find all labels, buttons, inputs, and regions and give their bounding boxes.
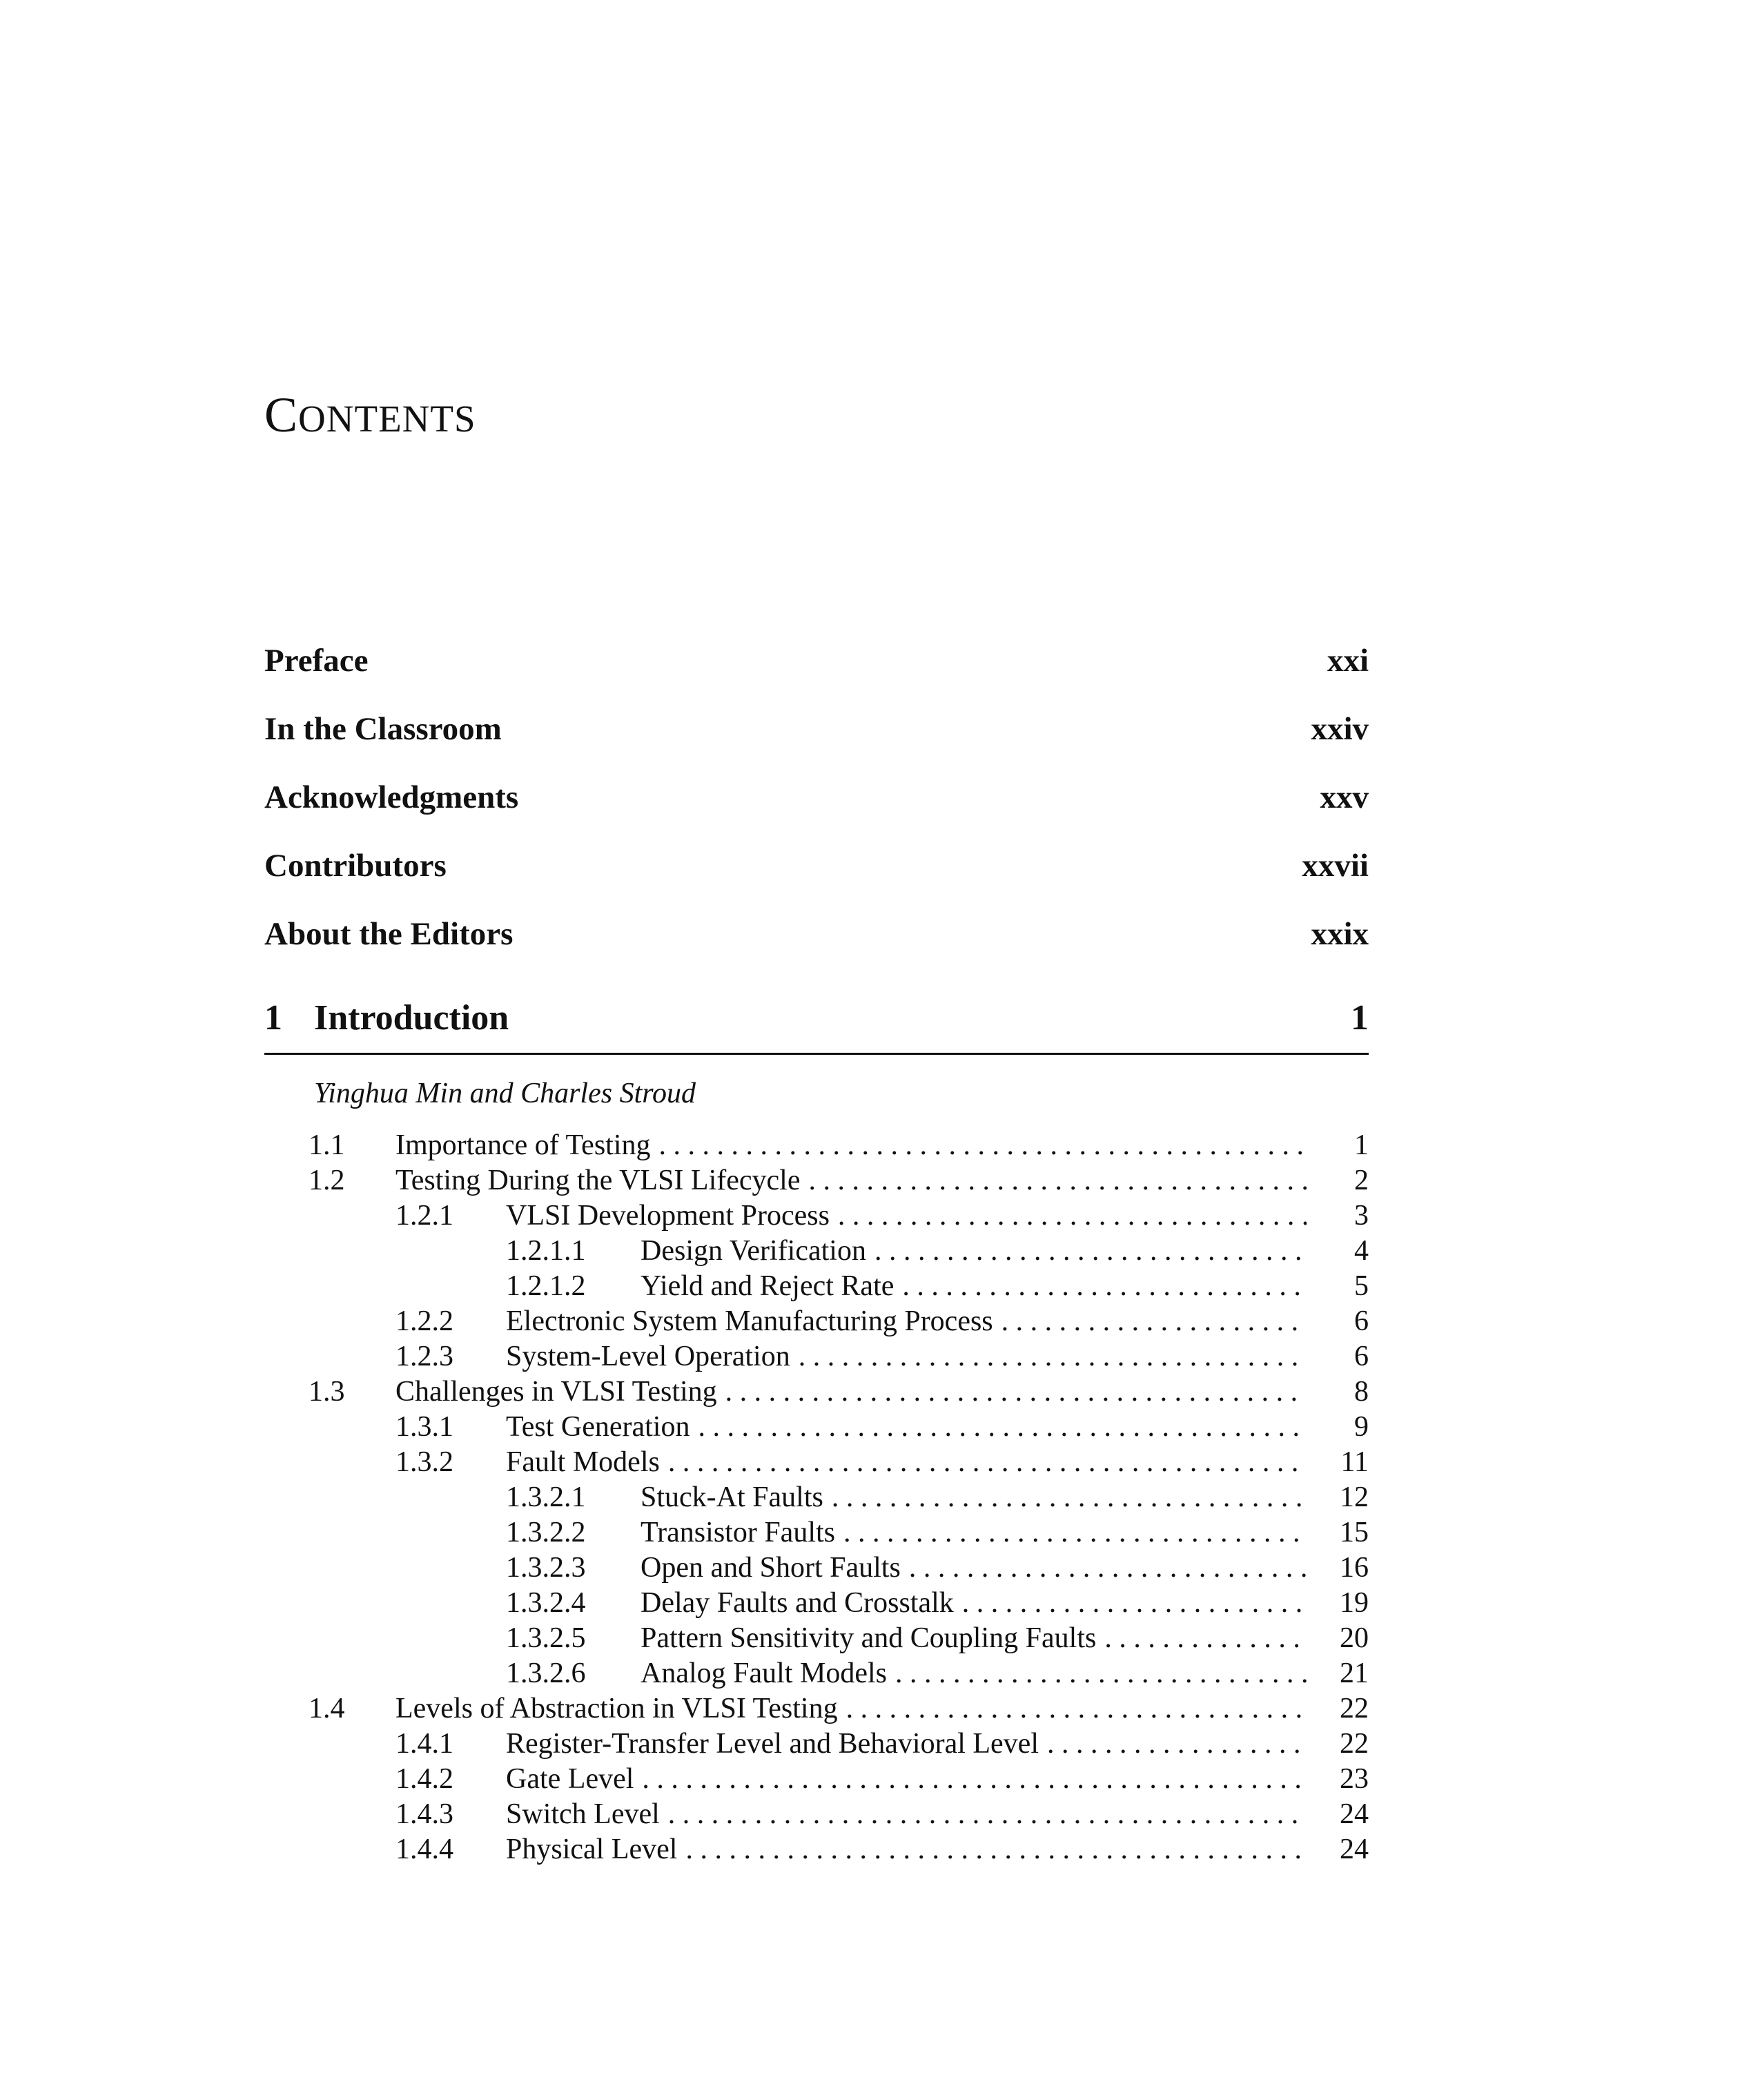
section-page: 9 bbox=[1354, 1411, 1369, 1443]
section-page: 19 bbox=[1340, 1587, 1369, 1619]
section-title: Pattern Sensitivity and Coupling Faults bbox=[641, 1622, 1104, 1655]
dot-leader bbox=[668, 1446, 1307, 1479]
dot-leader bbox=[1001, 1305, 1307, 1338]
front-matter-label: Contributors bbox=[264, 848, 447, 884]
section-title: Yield and Reject Rate bbox=[641, 1270, 902, 1303]
toc-entry[interactable] bbox=[264, 1410, 1369, 1446]
dot-leader bbox=[808, 1164, 1307, 1197]
toc-entry[interactable] bbox=[264, 1657, 1369, 1692]
toc-entry[interactable] bbox=[264, 1305, 1369, 1340]
section-page: 24 bbox=[1340, 1798, 1369, 1830]
front-matter-item[interactable] bbox=[264, 642, 1369, 710]
dot-leader bbox=[698, 1410, 1307, 1443]
section-number: 1.4 bbox=[309, 1693, 345, 1724]
section-title: System-Level Operation bbox=[506, 1340, 799, 1373]
title-initial: C bbox=[264, 387, 299, 443]
front-matter-label: About the Editors bbox=[264, 916, 514, 952]
toc-entry[interactable] bbox=[264, 1199, 1369, 1234]
page-title bbox=[264, 387, 476, 444]
dot-leader bbox=[902, 1270, 1307, 1303]
toc-entry[interactable] bbox=[264, 1727, 1369, 1762]
dot-leader bbox=[799, 1340, 1307, 1373]
toc-entry[interactable] bbox=[264, 1586, 1369, 1622]
section-page: 6 bbox=[1354, 1341, 1369, 1372]
dot-leader bbox=[909, 1551, 1307, 1584]
section-title: Test Generation bbox=[506, 1410, 698, 1443]
toc-entry[interactable] bbox=[264, 1164, 1369, 1199]
chapter-number: 1 bbox=[264, 998, 282, 1038]
toc-entry[interactable] bbox=[264, 1375, 1369, 1410]
title-rest: ONTENTS bbox=[298, 398, 476, 440]
section-number: 1.2.3 bbox=[395, 1341, 453, 1372]
section-title: Stuck-At Faults bbox=[641, 1481, 832, 1514]
section-page: 22 bbox=[1340, 1693, 1369, 1724]
section-number: 1.3.2.3 bbox=[506, 1552, 586, 1584]
toc-entry[interactable] bbox=[264, 1762, 1369, 1798]
chapter-heading[interactable] bbox=[264, 998, 1369, 1055]
front-matter-item[interactable] bbox=[264, 779, 1369, 847]
dot-leader bbox=[874, 1234, 1307, 1267]
section-number: 1.3 bbox=[309, 1376, 345, 1408]
toc-entry[interactable] bbox=[264, 1798, 1369, 1833]
front-matter-list bbox=[264, 642, 1369, 984]
section-number: 1.3.2.6 bbox=[506, 1657, 586, 1689]
toc-entry[interactable] bbox=[264, 1481, 1369, 1516]
front-matter-label: Acknowledgments bbox=[264, 779, 519, 815]
section-number: 1.3.2.4 bbox=[506, 1587, 586, 1619]
chapter-page: 1 bbox=[1351, 998, 1369, 1038]
section-page: 23 bbox=[1340, 1763, 1369, 1795]
dot-leader bbox=[668, 1798, 1307, 1831]
section-number: 1.3.2.5 bbox=[506, 1622, 586, 1654]
section-page: 5 bbox=[1354, 1270, 1369, 1302]
section-title: Open and Short Faults bbox=[641, 1551, 909, 1584]
dot-leader bbox=[962, 1586, 1307, 1620]
front-matter-page: xxix bbox=[1311, 916, 1369, 952]
toc-entry[interactable] bbox=[264, 1129, 1369, 1164]
dot-leader bbox=[725, 1375, 1307, 1408]
section-page: 21 bbox=[1340, 1657, 1369, 1689]
toc-entry[interactable] bbox=[264, 1340, 1369, 1375]
section-title: Importance of Testing bbox=[395, 1129, 659, 1162]
section-title: Fault Models bbox=[506, 1446, 668, 1479]
section-number: 1.2.1 bbox=[395, 1200, 453, 1232]
toc-entry[interactable] bbox=[264, 1833, 1369, 1868]
section-number: 1.4.2 bbox=[395, 1763, 453, 1795]
dot-leader bbox=[846, 1692, 1307, 1725]
front-matter-item[interactable] bbox=[264, 847, 1369, 915]
front-matter-page: xxiv bbox=[1311, 711, 1369, 747]
dot-leader bbox=[1047, 1727, 1307, 1760]
section-title: Challenges in VLSI Testing bbox=[395, 1375, 725, 1408]
section-page: 2 bbox=[1354, 1165, 1369, 1196]
section-page: 11 bbox=[1340, 1446, 1369, 1478]
front-matter-page: xxvii bbox=[1302, 848, 1369, 884]
toc-entry[interactable] bbox=[264, 1551, 1369, 1586]
section-page: 20 bbox=[1340, 1622, 1369, 1654]
section-number: 1.2.1.1 bbox=[506, 1235, 586, 1267]
front-matter-label: Preface bbox=[264, 643, 369, 679]
dot-leader bbox=[843, 1516, 1307, 1549]
front-matter-item[interactable] bbox=[264, 710, 1369, 779]
toc-entry[interactable] bbox=[264, 1446, 1369, 1481]
front-matter-label: In the Classroom bbox=[264, 711, 502, 747]
section-number: 1.3.2.1 bbox=[506, 1481, 586, 1513]
section-page: 12 bbox=[1340, 1481, 1369, 1513]
section-number: 1.3.1 bbox=[395, 1411, 453, 1443]
section-title: Analog Fault Models bbox=[641, 1657, 895, 1690]
section-number: 1.4.3 bbox=[395, 1798, 453, 1830]
section-number: 1.2.2 bbox=[395, 1305, 453, 1337]
dot-leader bbox=[895, 1657, 1307, 1690]
section-title: Gate Level bbox=[506, 1762, 642, 1796]
toc-entry[interactable] bbox=[264, 1234, 1369, 1270]
section-title: Electronic System Manufacturing Process bbox=[506, 1305, 1001, 1338]
section-title: Delay Faults and Crosstalk bbox=[641, 1586, 962, 1620]
section-title: Switch Level bbox=[506, 1798, 668, 1831]
section-title: Levels of Abstraction in VLSI Testing bbox=[395, 1692, 846, 1725]
dot-leader bbox=[642, 1762, 1307, 1796]
dot-leader bbox=[832, 1481, 1307, 1514]
section-title: Testing During the VLSI Lifecycle bbox=[395, 1164, 808, 1197]
section-title: Register-Transfer Level and Behavioral Level bbox=[506, 1727, 1047, 1760]
chapter-title: Introduction bbox=[314, 998, 509, 1038]
front-matter-page: xxi bbox=[1327, 643, 1369, 679]
section-number: 1.3.2 bbox=[395, 1446, 453, 1478]
section-page: 15 bbox=[1340, 1517, 1369, 1548]
section-title: VLSI Development Process bbox=[506, 1199, 838, 1232]
toc-entries bbox=[264, 1129, 1369, 1868]
section-page: 3 bbox=[1354, 1200, 1369, 1232]
dot-leader bbox=[659, 1129, 1307, 1162]
front-matter-item[interactable] bbox=[264, 915, 1369, 984]
toc-entry[interactable] bbox=[264, 1692, 1369, 1727]
section-page: 24 bbox=[1340, 1834, 1369, 1865]
chapter-authors: Yinghua Min and Charles Stroud bbox=[314, 1078, 696, 1109]
section-number: 1.4.1 bbox=[395, 1728, 453, 1760]
section-page: 6 bbox=[1354, 1305, 1369, 1337]
section-title: Transistor Faults bbox=[641, 1516, 843, 1549]
section-page: 16 bbox=[1340, 1552, 1369, 1584]
dot-leader bbox=[838, 1199, 1307, 1232]
section-page: 4 bbox=[1354, 1235, 1369, 1267]
toc-entry[interactable] bbox=[264, 1622, 1369, 1657]
section-number: 1.2.1.2 bbox=[506, 1270, 586, 1302]
dot-leader bbox=[1104, 1622, 1307, 1655]
front-matter-page: xxv bbox=[1320, 779, 1369, 815]
section-number: 1.3.2.2 bbox=[506, 1517, 586, 1548]
section-title: Design Verification bbox=[641, 1234, 874, 1267]
section-page: 22 bbox=[1340, 1728, 1369, 1760]
toc-entry[interactable] bbox=[264, 1516, 1369, 1551]
dot-leader bbox=[685, 1833, 1307, 1866]
section-page: 8 bbox=[1354, 1376, 1369, 1408]
section-title: Physical Level bbox=[506, 1833, 685, 1866]
section-number: 1.2 bbox=[309, 1165, 345, 1196]
toc-entry[interactable] bbox=[264, 1270, 1369, 1305]
section-number: 1.1 bbox=[309, 1129, 345, 1161]
section-page: 1 bbox=[1354, 1129, 1369, 1161]
section-number: 1.4.4 bbox=[395, 1834, 453, 1865]
